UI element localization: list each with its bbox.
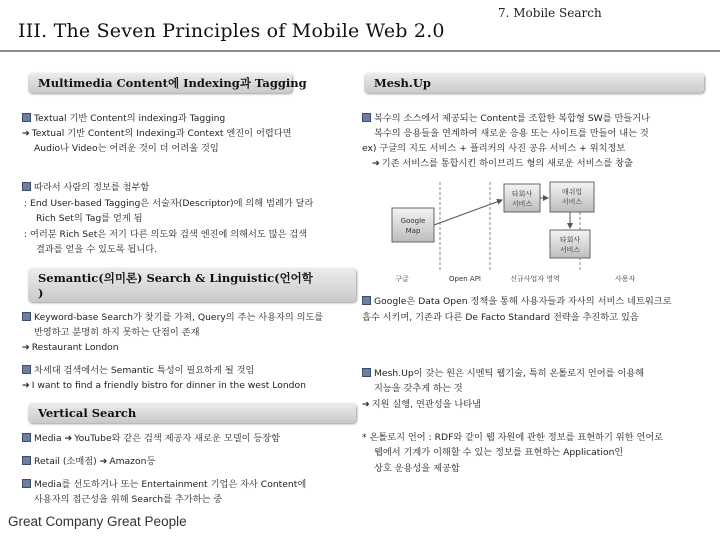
third-service-label-2: 서비스 xyxy=(511,200,533,208)
vertical-line-2: Retail (소매점) ➔ Amazon등 xyxy=(22,454,155,469)
mashup-line-4: ➔ 기존 서비스를 통합시킨 하이브리드 형의 새로운 서비스를 창출 xyxy=(372,158,633,169)
mashup-line-1: 복수의 소스에서 제공되는 Content를 조합한 복합형 SW를 만들거나 xyxy=(362,111,650,126)
semantic-title-line-1: Semantic(의미론) Search & Linguistic(언어학 xyxy=(38,271,313,285)
bullet-square-icon xyxy=(22,182,31,191)
vertical-line-1: Media ➔ YouTube와 같은 검색 제공자 새로운 모델이 등장함 xyxy=(22,431,280,446)
zone-label-user: 사용자 xyxy=(614,275,636,283)
mashup-diagram xyxy=(380,178,660,288)
section-vertical-header: Vertical Search xyxy=(28,403,356,423)
section-mashup-header: Mesh.Up xyxy=(364,73,704,93)
tagging-line-5: 결과를 얻을 수 있도록 됩니다. xyxy=(36,244,158,255)
semantic-title-line-2: ) xyxy=(38,286,44,300)
vertical-line-4: 사용자의 접근성을 위해 Search를 추가하는 중 xyxy=(34,494,223,505)
arrow-right-icon: ➔ xyxy=(22,342,30,353)
tagging-line-2: : End User-based Tagging은 서술자(Descriptor)에 의해 범례가 달라 xyxy=(24,198,314,209)
bullet-square-icon xyxy=(22,113,31,122)
bullet-square-icon xyxy=(362,296,371,305)
semantic-line-1: Keyword-base Search가 찾기를 가져, Query의 주는 사용자의 의도를 xyxy=(22,310,323,325)
tagging-line-3: Rich Set의 Tag를 얻게 됨 xyxy=(36,213,143,224)
mashup-line-5: Google은 Data Open 정책을 통해 사용자들과 자사의 서비스 네트워크로 xyxy=(362,294,672,309)
mashup-service-label-2: 서비스 xyxy=(561,198,583,206)
mashup-line-6: 흡수 시키며, 기존과 다른 De Facto Standard 전략을 추진하고 있음 xyxy=(362,312,639,323)
arrow-right-icon: ➔ xyxy=(362,399,370,410)
google-map-label-2: Map xyxy=(405,227,421,235)
semantic-line-2: 반영하고 분명히 하지 못하는 단점이 존재 xyxy=(34,327,200,338)
title-divider xyxy=(0,50,720,52)
ontology-line-1: * 온톨로지 언어 : RDF와 같이 웹 자원에 관한 정보를 표현하기 위한 언어로 xyxy=(362,432,664,443)
tagging-line-1: 따라서 사람의 정보를 첨부함 xyxy=(22,180,149,195)
mashup-line-3: ex) 구글의 지도 서비스 + 플리커의 사진 공유 서비스 + 위치정보 xyxy=(362,143,626,154)
arrow-right-icon: ➔ xyxy=(22,128,30,139)
zone-label-openapi: Open API xyxy=(449,275,481,283)
zone-label-new: 신규사업자 영역 xyxy=(510,275,560,283)
multimedia-line-1: Textual 기반 Content의 indexing과 Tagging xyxy=(22,111,225,126)
semantic-line-4: 차세대 검색에서는 Semantic 특성이 필요하게 될 것임 xyxy=(22,363,254,378)
page-title: III. The Seven Principles of Mobile Web 2.0 xyxy=(18,20,445,42)
vertical-line-3: Media를 선도하거나 또는 Entertainment 기업은 자사 Content에 xyxy=(22,477,306,492)
google-map-label-1: Google xyxy=(400,217,426,225)
section-multimedia-header: Multimedia Content에 Indexing과 Tagging xyxy=(28,73,292,93)
chapter-label: 7. Mobile Search xyxy=(498,6,602,20)
mashup-line-8: 지능을 갖추게 하는 것 xyxy=(374,383,463,394)
third-service-label-1: 타회사 xyxy=(511,190,533,198)
arrow-right-icon: ➔ xyxy=(99,456,108,467)
flow-arrow xyxy=(434,200,502,225)
google-map-box xyxy=(392,208,434,242)
multimedia-line-3: Audio나 Video는 어려운 것이 더 어려울 것임 xyxy=(34,143,219,154)
arrow-right-icon: ➔ xyxy=(372,158,380,169)
bullet-square-icon xyxy=(22,433,31,442)
multimedia-line-2: ➔ Textual 기반 Content의 Indexing과 Context 엔진이 어렵다면 xyxy=(22,128,292,139)
semantic-line-3: ➔ Restaurant London xyxy=(22,342,119,353)
semantic-line-5: ➔ I want to find a friendly bistro for dinner in the west London xyxy=(22,380,306,391)
third-service-2-label-1: 타회사 xyxy=(559,236,581,244)
ontology-line-2: 웹에서 기계가 이해할 수 있는 정보를 표현하는 Application인 xyxy=(374,447,624,458)
mashup-service-label-1: 매쉬업 xyxy=(561,188,583,196)
arrow-right-icon: ➔ xyxy=(64,433,73,444)
footer-slogan: Great Company Great People xyxy=(8,514,187,529)
bullet-square-icon xyxy=(22,365,31,374)
bullet-square-icon xyxy=(362,113,371,122)
zone-label-google: 구글 xyxy=(395,275,409,283)
bullet-square-icon xyxy=(22,312,31,321)
ontology-line-3: 상호 운용성을 제공함 xyxy=(374,463,460,474)
arrow-right-icon: ➔ xyxy=(22,380,30,391)
tagging-line-4: : 여러분 Rich Set은 저기 다른 의도와 검색 엔진에 의해서도 많은 검색 xyxy=(24,229,308,240)
mashup-service-box xyxy=(550,182,594,212)
section-semantic-header xyxy=(28,268,356,302)
mashup-line-2: 복수의 응용들을 연계하여 새로운 응용 또는 사이트를 만들어 내는 것 xyxy=(374,128,649,139)
bullet-square-icon xyxy=(22,456,31,465)
mashup-line-7: Mesh.Up이 갖는 원은 시멘틱 웹기술, 특히 온톨로지 언어를 이용해 xyxy=(362,366,644,381)
bullet-square-icon xyxy=(22,479,31,488)
third-service-2-label-2: 서비스 xyxy=(559,246,581,254)
bullet-square-icon xyxy=(362,368,371,377)
mashup-line-9: ➔ 지원 실행, 연관성을 나타냄 xyxy=(362,399,482,410)
